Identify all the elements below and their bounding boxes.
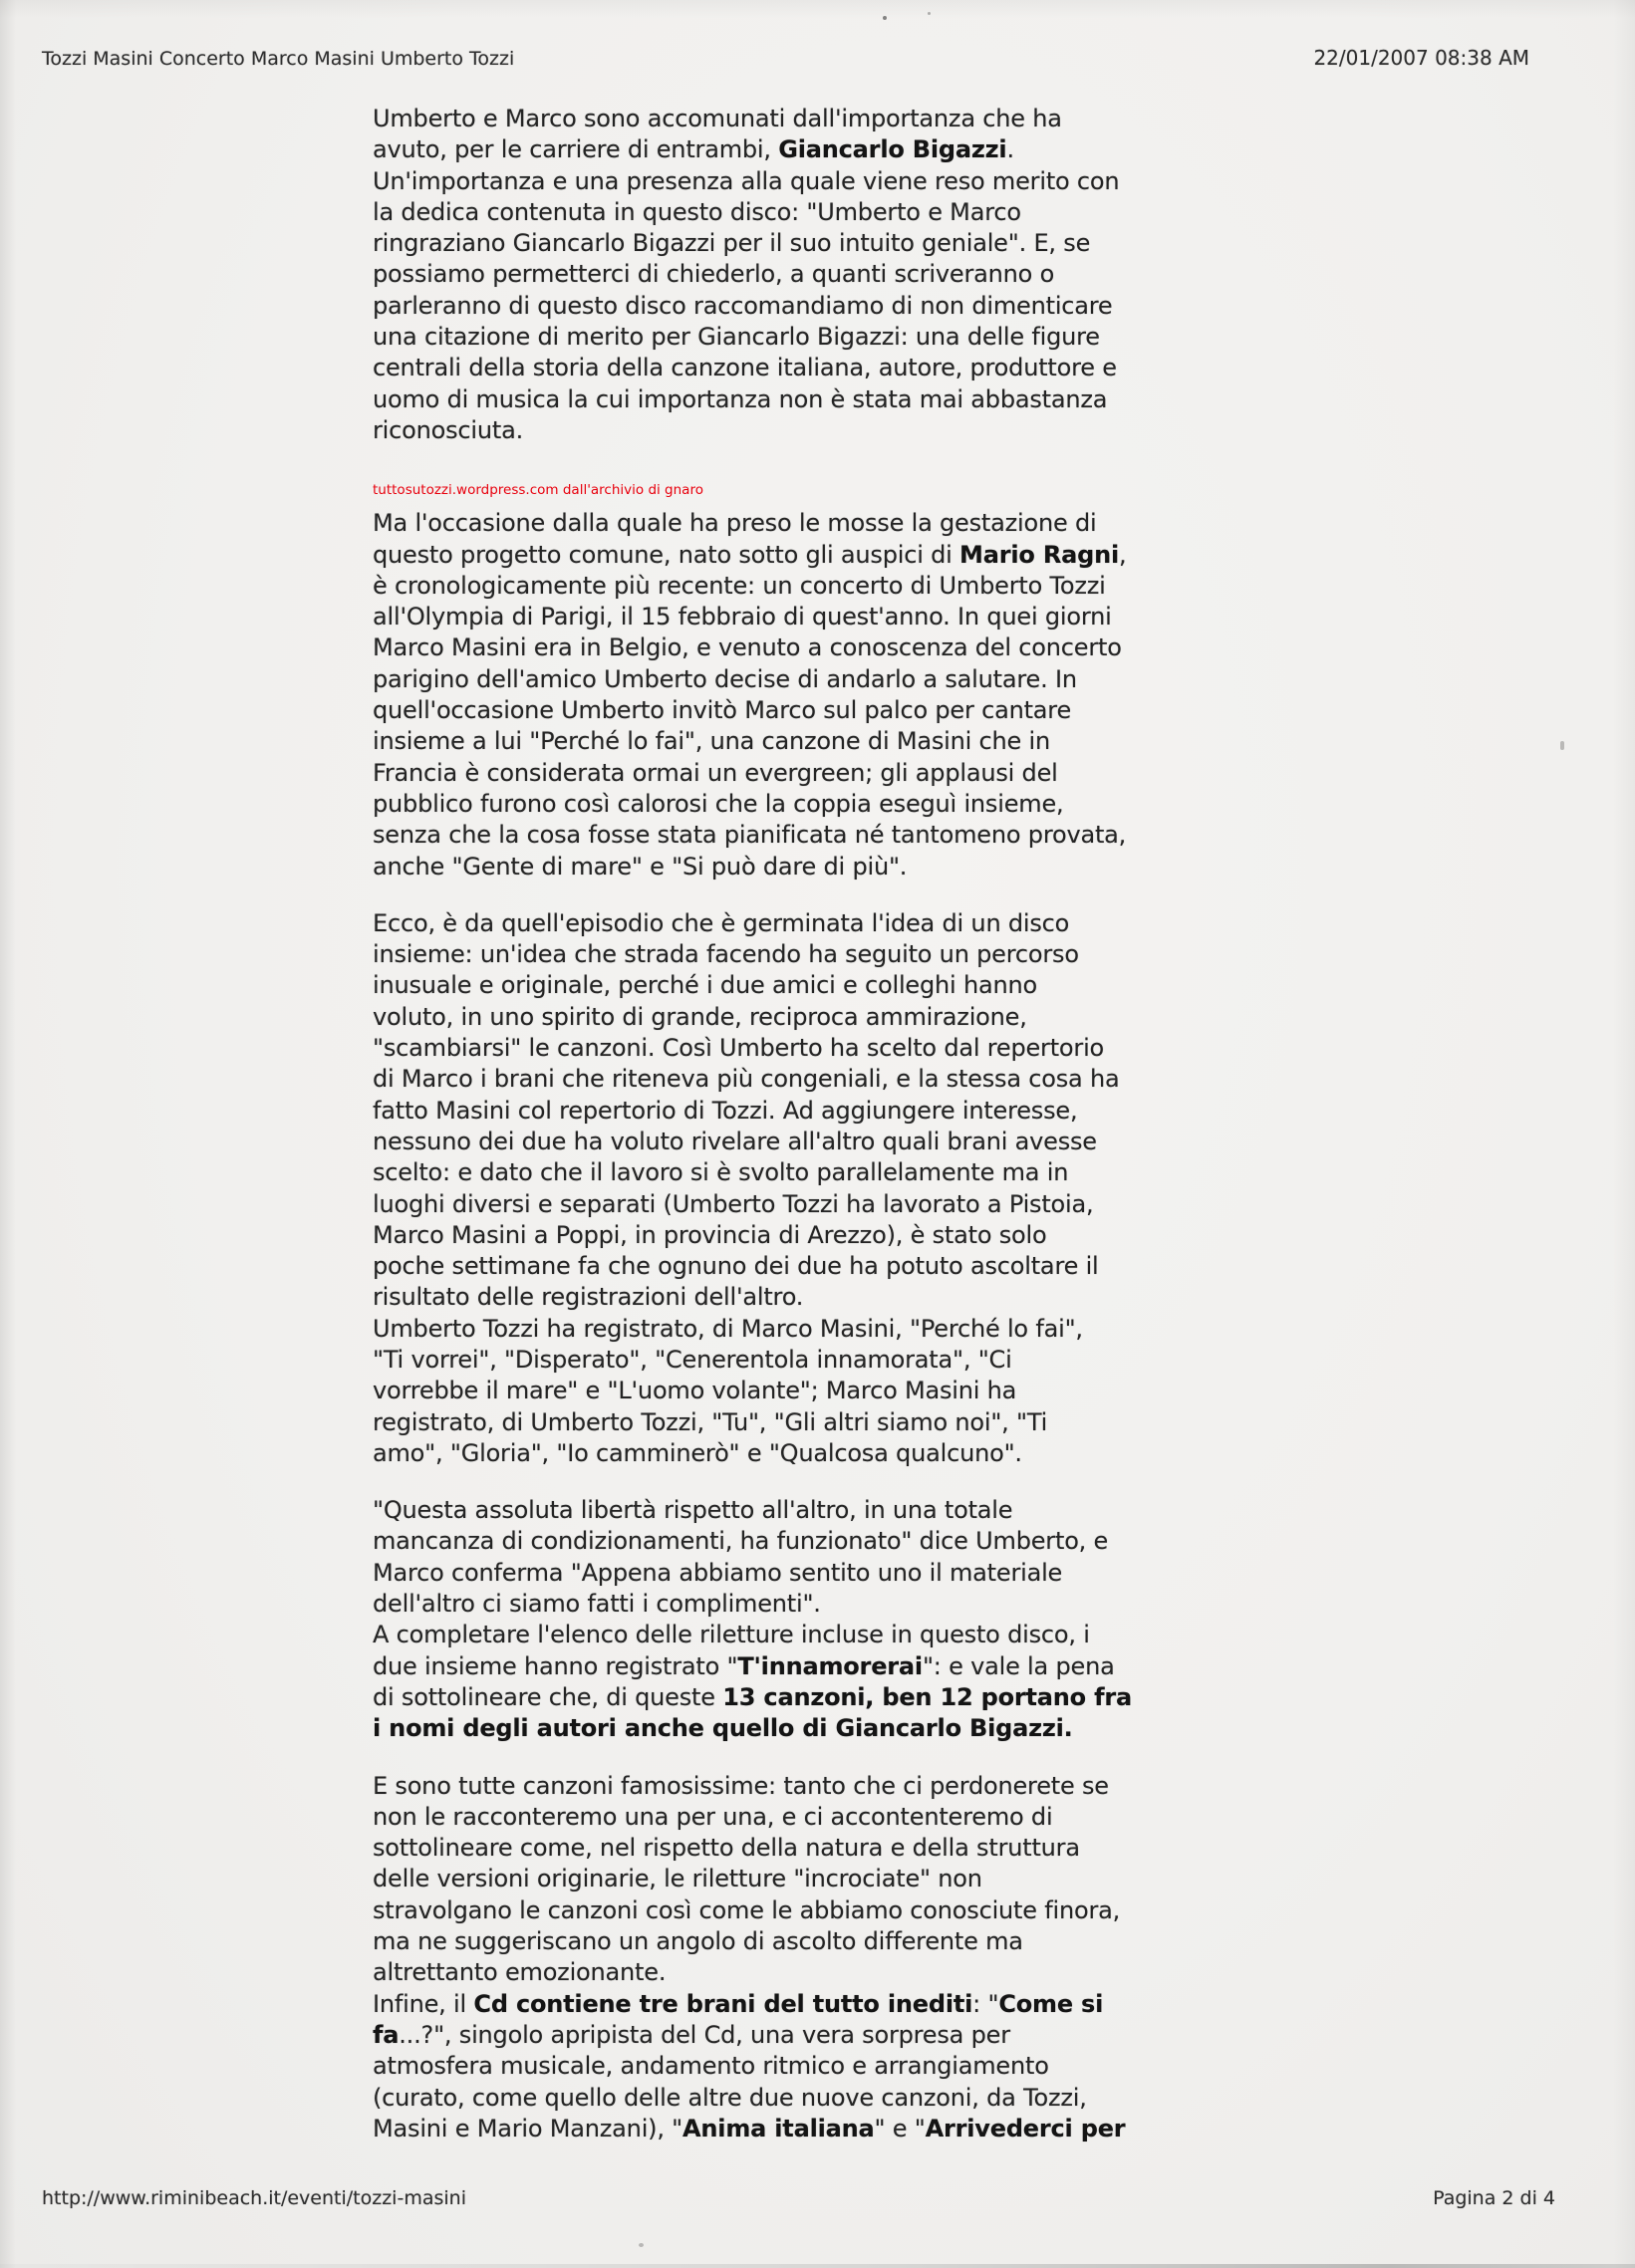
text-line: due insieme hanno registrato "T'innamorerai": e vale la pena bbox=[373, 1651, 1115, 1680]
paragraph bbox=[373, 1771, 1329, 2145]
text-line: avuto, per le carriere di entrambi, Giancarlo Bigazzi. bbox=[373, 135, 1014, 164]
text-line: luoghi diversi e separati (Umberto Tozzi ha lavorato a Pistoia, bbox=[373, 1189, 1094, 1218]
paragraph bbox=[373, 908, 1329, 1469]
text-line: quell'occasione Umberto invitò Marco sul palco per cantare bbox=[373, 696, 1072, 725]
text-line: all'Olympia di Parigi, il 15 febbraio di quest'anno. In quei giorni bbox=[373, 603, 1112, 631]
text-line: centrali della storia della canzone italiana, autore, produttore e bbox=[373, 354, 1117, 382]
text-line: "Questa assoluta libertà rispetto all'altro, in una totale bbox=[373, 1496, 1013, 1525]
text-line: Umberto e Marco sono accomunati dall'importanza che ha bbox=[373, 105, 1062, 132]
text-line: di sottolineare che, di queste 13 canzoni, ben 12 portano fra bbox=[373, 1682, 1132, 1711]
text-line: possiamo permetterci di chiederlo, a quanti scriveranno o bbox=[373, 260, 1055, 289]
text-line: (curato, come quello delle altre due nuove canzoni, da Tozzi, bbox=[373, 2083, 1087, 2112]
text-line: fa...?", singolo apripista del Cd, una vera sorpresa per bbox=[373, 2020, 1010, 2049]
text-line: registrato, di Umberto Tozzi, "Tu", "Gli altri siamo noi", "Ti bbox=[373, 1407, 1048, 1436]
text-line: anche "Gente di mare" e "Si può dare di più". bbox=[373, 852, 908, 881]
paragraph bbox=[373, 508, 1329, 882]
text-line: Marco Masini a Poppi, in provincia di Arezzo), è stato solo bbox=[373, 1220, 1047, 1249]
text-line: risultato delle registrazioni dell'altro. bbox=[373, 1283, 804, 1312]
text-line: fatto Masini col repertorio di Tozzi. Ad aggiungere interesse, bbox=[373, 1096, 1078, 1125]
text-line: ma ne suggeriscano un angolo di ascolto differente ma bbox=[373, 1927, 1023, 1956]
text-line: Umberto Tozzi ha registrato, di Marco Masini, "Perché lo fai", bbox=[373, 1314, 1083, 1343]
text-line: i nomi degli autori anche quello di Giancarlo Bigazzi. bbox=[373, 1714, 1073, 1743]
text-line: questo progetto comune, nato sotto gli auspici di Mario Ragni, bbox=[373, 540, 1127, 569]
text-line: vorrebbe il mare" e "L'uomo volante"; Marco Masini ha bbox=[373, 1377, 1017, 1405]
text-line: voluto, in uno spirito di grande, reciproca ammirazione, bbox=[373, 1002, 1027, 1031]
scan-speck bbox=[928, 12, 931, 15]
scan-speck bbox=[639, 2243, 644, 2247]
page-footer bbox=[42, 2187, 1555, 2209]
text-line: sottolineare come, nel rispetto della natura e della struttura bbox=[373, 1834, 1080, 1863]
scan-speck bbox=[883, 16, 887, 20]
footer-page-number: Pagina 2 di 4 bbox=[1433, 2187, 1555, 2209]
text-line: Marco conferma "Appena abbiamo sentito uno il materiale bbox=[373, 1558, 1063, 1587]
text-line: inusuale e originale, perché i due amici e colleghi hanno bbox=[373, 971, 1037, 1000]
text-line: A completare l'elenco delle riletture incluse in questo disco, i bbox=[373, 1621, 1090, 1649]
text-line: una citazione di merito per Giancarlo Bigazzi: una delle figure bbox=[373, 323, 1100, 352]
text-line: di Marco i brani che riteneva più congeniali, e la stessa cosa ha bbox=[373, 1065, 1120, 1094]
header-datetime: 22/01/2007 08:38 AM bbox=[1313, 46, 1529, 70]
text-line: la dedica contenuta in questo disco: "Umberto e Marco bbox=[373, 197, 1021, 226]
text-line: ringraziano Giancarlo Bigazzi per il suo intuito geniale". E, se bbox=[373, 229, 1091, 258]
text-line: altrettanto emozionante. bbox=[373, 1958, 667, 1987]
watermark-url: tuttosutozzi.wordpress.com dall'archivio di gnaro bbox=[373, 482, 703, 499]
text-line: Ma l'occasione dalla quale ha preso le mosse la gestazione di bbox=[373, 509, 1097, 538]
text-line: senza che la cosa fosse stata pianificata né tantomeno provata, bbox=[373, 821, 1127, 850]
paragraph bbox=[373, 1495, 1329, 1744]
text-line: non le racconteremo una per una, e ci accontenteremo di bbox=[373, 1802, 1053, 1831]
document-body bbox=[373, 104, 1329, 2144]
text-line: stravolgano le canzoni così come le abbiamo conosciute finora, bbox=[373, 1895, 1121, 1924]
text-line: scelto: e dato che il lavoro si è svolto parallelamente ma in bbox=[373, 1158, 1069, 1187]
paragraph bbox=[373, 104, 1329, 446]
text-line: è cronologicamente più recente: un concerto di Umberto Tozzi bbox=[373, 571, 1106, 600]
text-line: Marco Masini era in Belgio, e venuto a conoscenza del concerto bbox=[373, 633, 1122, 662]
text-line: Infine, il Cd contiene tre brani del tutto inediti: "Come si bbox=[373, 1989, 1104, 2018]
scan-speck bbox=[1560, 741, 1564, 750]
text-line: Masini e Mario Manzani), "Anima italiana" e "Arrivederci per bbox=[373, 2114, 1126, 2142]
page-header bbox=[42, 46, 1529, 70]
text-line: parigino dell'amico Umberto decise di andarlo a salutare. In bbox=[373, 664, 1077, 693]
text-line: amo", "Gloria", "Io camminerò" e "Qualcosa qualcuno". bbox=[373, 1438, 1022, 1467]
text-line: "scambiarsi" le canzoni. Così Umberto ha scelto dal repertorio bbox=[373, 1034, 1105, 1063]
text-line: Francia è considerata ormai un evergreen; gli applausi del bbox=[373, 758, 1058, 787]
text-line: riconosciuta. bbox=[373, 415, 524, 444]
text-line: nessuno dei due ha voluto rivelare all'altro quali brani avesse bbox=[373, 1127, 1097, 1155]
text-line: insieme a lui "Perché lo fai", una canzone di Masini che in bbox=[373, 727, 1051, 756]
header-title: Tozzi Masini Concerto Marco Masini Umberto Tozzi bbox=[42, 48, 515, 70]
text-line: Ecco, è da quell'episodio che è germinata l'idea di un disco bbox=[373, 908, 1070, 937]
footer-url: http://www.riminibeach.it/eventi/tozzi-masini bbox=[42, 2187, 466, 2209]
text-line: mancanza di condizionamenti, ha funzionato" dice Umberto, e bbox=[373, 1527, 1109, 1556]
text-line: poche settimane fa che ognuno dei due ha potuto ascoltare il bbox=[373, 1252, 1099, 1281]
text-line: E sono tutte canzoni famosissime: tanto che ci perdonerete se bbox=[373, 1771, 1109, 1800]
text-line: parleranno di questo disco raccomandiamo di non dimenticare bbox=[373, 291, 1113, 320]
text-line: pubblico furono così calorosi che la coppia eseguì insieme, bbox=[373, 789, 1064, 818]
text-line: delle versioni originarie, le riletture "incrociate" non bbox=[373, 1865, 982, 1893]
text-line: "Ti vorrei", "Disperato", "Cenerentola innamorata", "Ci bbox=[373, 1345, 1012, 1374]
text-line: uomo di musica la cui importanza non è stata mai abbastanza bbox=[373, 384, 1108, 413]
text-line: atmosfera musicale, andamento ritmico e arrangiamento bbox=[373, 2052, 1049, 2081]
text-line: dell'altro ci siamo fatti i complimenti". bbox=[373, 1590, 821, 1619]
text-line: Un'importanza e una presenza alla quale viene reso merito con bbox=[373, 166, 1120, 195]
text-line: insieme: un'idea che strada facendo ha seguito un percorso bbox=[373, 940, 1079, 969]
